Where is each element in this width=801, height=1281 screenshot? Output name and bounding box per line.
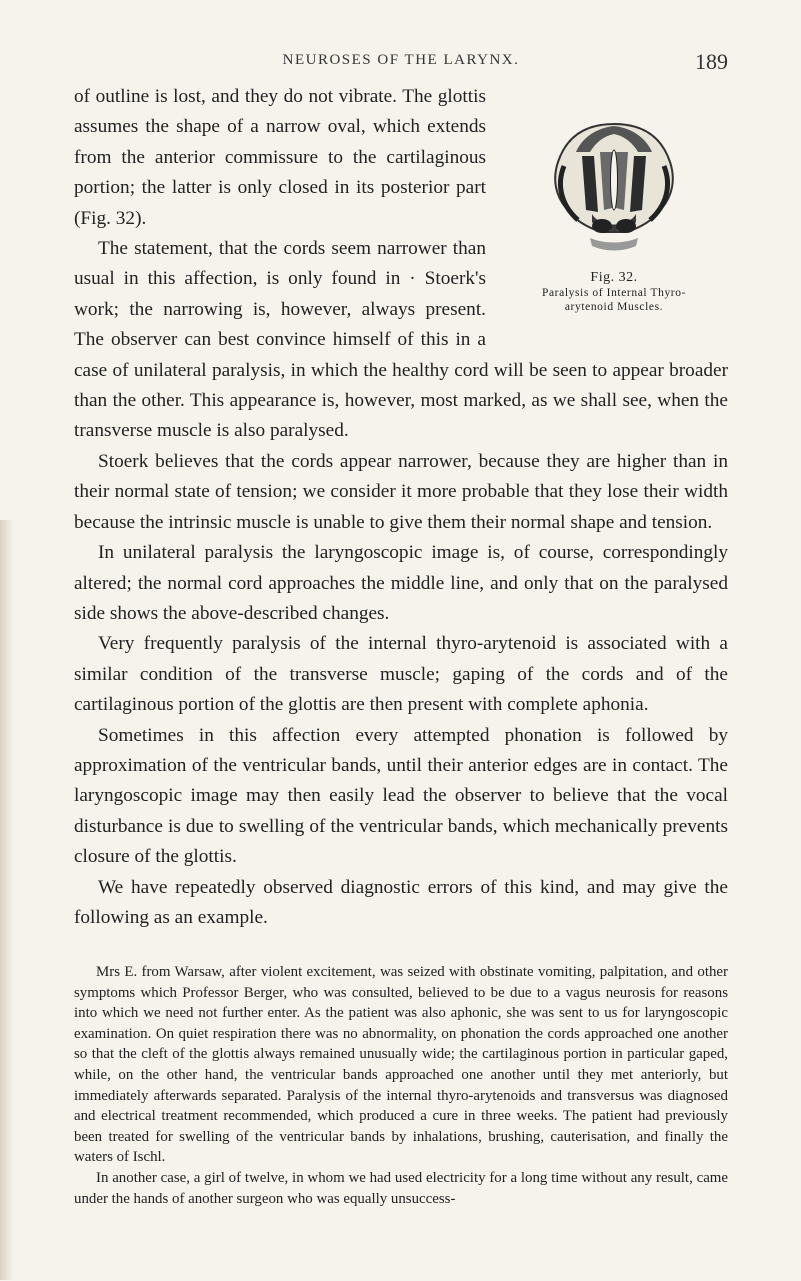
page-edge-stain [0, 520, 14, 1280]
running-header [74, 49, 728, 74]
main-text [74, 82, 728, 933]
paragraph: of outline is lost, and they do not vibrate. The glottis assumes the shape of a narrow oval, which extends from the anterior commissure to the cartilaginous portion; the latter is only closed in its posterior part (Fig. 32). [74, 86, 486, 229]
case-note: In another case, a girl of twelve, in whom we had used electricity for a long time without any result, came under the hands of another surgeon who was equally unsuccess- [74, 1169, 728, 1207]
paragraph: We have repeatedly observed diagnostic errors of this kind, and may give the following as an example. [74, 876, 728, 928]
page-number: 189 [695, 49, 728, 74]
figure-caption-line-1: Paralysis of Internal Thyro- [541, 287, 686, 299]
paragraph: The statement, that the cords seem narrower than usual in this affection, is only found in · Stoerk's work; the narrowing is, however, always present. The observer can best convince himself of this in a case of unilateral paralysis, in which the healthy cord will be seen to appear broader than the other. This appearance is, however, most marked, as we shall see, when the transverse muscle is also paralysed. [74, 238, 728, 442]
figure-caption-line-2: arytenoid Muscles. [564, 301, 664, 313]
paragraph: Sometimes in this affection every attempted phonation is followed by approximation of the ventricular bands, until their anterior edges are in contact. The laryngoscopic image may then easily lead the observer to believe that the vocal disturbance is due to swelling of the ventricular bands, which mechanically prevents closure of the glottis. [74, 724, 728, 868]
paragraph: Stoerk believes that the cords appear narrower, because they are higher than in their normal state of tension; we consider it more probable that they lose their width because the intrinsic muscle is unable to give them their normal shape and tension. [74, 450, 728, 533]
case-notes [74, 962, 728, 1209]
larynx-illustration [544, 116, 684, 266]
paragraph: Very frequently paralysis of the internal thyro-arytenoid is associated with a similar condition of the transverse muscle; gaping of the cords and of the cartilaginous portion of the glottis are then present with complete aphonia. [74, 633, 728, 716]
figure-label: Fig. 32. [590, 270, 638, 285]
figure-32 [500, 82, 728, 344]
running-title: NEUROSES OF THE LARYNX. [282, 52, 520, 68]
case-note: Mrs E. from Warsaw, after violent excitement, was seized with obstinate vomiting, palpitation, and other symptoms which Professor Berger, who was consulted, believed to be due to a vagus neurosis for reasons into which we need not further enter. As the patient was also aphonic, she was sent to us for laryngoscopic examination. On quiet respiration there was no abnormality, on phonation the cords approached one another so that the cleft of the glottis always remained unusually wide; the cartilaginous portion in particular gaped, while, on the other hand, the ventricular bands approached one another until they met anteriorly, but immediately afterwards separated. Paralysis of the internal thyro-arytenoids and transversus was diagnosed and electrical treatment recommended, which produced a cure in three weeks. The patient had previously been treated for swelling of the ventricular bands by inhalations, brushing, cauterisation, and finally the waters of Ischl. [74, 964, 728, 1166]
paragraph: In unilateral paralysis the laryngoscopic image is, of course, correspondingly altered; the normal cord approaches the middle line, and only that on the paralysed side shows the above-described changes. [74, 542, 728, 624]
